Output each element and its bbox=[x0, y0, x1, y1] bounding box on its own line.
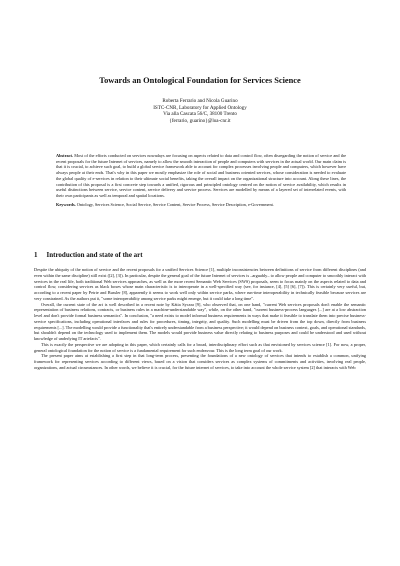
body-paragraph: The present paper aims at establishing a first step in that long-term process, presenting the foundations of a new ontology of services that intends to establish a common, unifying framework for representing services according to different views, based on a vision that considers services as complex systems of commitments and activities, involving real people, organizations, and actual circumstances. In other words, we believe it is crucial, for the future internet of services, to take into account the whole service system [2] that interacts with Web bbox=[34, 353, 366, 370]
section-number: 1 bbox=[34, 251, 38, 259]
section-body bbox=[34, 267, 366, 565]
body-paragraph: This is exactly the perspective we are adopting in this paper, which certainly calls for a broad, interdisciplinary effort such as that envisioned by services science [1]. For now, a proper, general ontological foundation for the notion of service is a fundamental requirement for such endeavour. This is the long term goal of our work. bbox=[34, 341, 366, 353]
email-address: {ferrario, guarino}@loa-cnr.it bbox=[169, 117, 231, 124]
keywords-paragraph bbox=[56, 202, 346, 208]
postal-address: Via alla Cascata 56/C, 38100 Trento bbox=[163, 111, 237, 118]
body-paragraph: Overall, the current state of the art is well described in a recent note by Kätia Sycara [9], who observed that, on one hand, "current Web services proposals don't enable the semantic representation of business relations, contracts, or business rules in a machine-understandable way", while, on the other hand, "current business-process languages [...] are at a low abstraction level and don't provide formal business semantics". In conclusion, "a need exists to model informal business requirements in ways that make it feasible to translate them into precise business-service specifications, including operational interfaces and rules for procedures, timing, integrity, and quality. Such modelling must be driven from the top down, directly from business requirements [...]. The modelling would provide a functionality that's entirely understandable from a business perspective; it would depend on business context, goals, and operational standards, but shouldn't depend on the technology used to implement them. The models would provide business value directly relating to business purposes and could be understood and used without knowledge of underlying IT artefacts". bbox=[34, 301, 366, 341]
affiliation: ISTC-CNR, Laboratory for Applied Ontology bbox=[153, 104, 247, 111]
abstract-block bbox=[56, 153, 346, 210]
section-heading bbox=[34, 251, 143, 259]
author-names: Roberta Ferrario and Nicola Guarino bbox=[162, 98, 238, 104]
abstract-text: Most of the efforts conducted on services nowadays are focusing on aspects related to data and control flow, often disregarding the notion of service and the recent proposals for the future Internet of services, namely to allow the smooth interaction of people and computers with services in the actual world. Our main claim is that it is crucial, to achieve such goal, to build a global service framework able to account for complex processes involving people and computers, which however have always people at their ends. That's why in this paper we mostly emphasize the role of social and business oriented services, whose consideration is needed to evaluate the global quality of e-services in relation to their ultimate social benefits, taking the overall impact on the organizational structure into account. Along these lines, the contribution of this proposal is a first concrete step towards a unified, rigorous and principled ontology centred on the notion of service availability, which results in useful distinctions between service, service content, service delivery and service process. Services are modelled by means of a layered set of interrelated events, with their own participants as well as temporal and spatial locations. bbox=[56, 153, 346, 198]
paper-title: Towards an Ontological Foundation for Services Science bbox=[99, 76, 301, 85]
keywords-label: Keywords. bbox=[56, 201, 76, 207]
body-paragraph: Despite the ubiquity of the notion of service and the recent proposals for a unified Services Science [1], multiple inconsistencies between definitions of service from different disciplines (and even within the same discipline) still exist ([2], [3]). In particular, despite the general goal of the future Internet of services is –arguably– to allow people and computer to smoothly interact with services in the real life, both traditional Web services approaches, as well as the more recent Semantic Web Services (SWS) proposals, seem to focus mainly on the aspects related to data and control flow, considering services as black boxes whose main characteristic is to interoperate in a well-specified way (see, for instance, [4], [5] [6], [7]). This is certainly very useful, but, according to a recent paper by Petrie and Bussler [8], apparently it seems to work well only within service parks, where run-time interoperability in technically feasible because services are very constrained. As the authors put it, "some interoperability among service parks might emerge, but it could take a long time". bbox=[34, 267, 366, 301]
section-title: Introduction and state of the art bbox=[46, 251, 143, 259]
abstract-paragraph bbox=[56, 153, 346, 199]
author-block bbox=[20, 98, 380, 124]
keywords-text: Ontology, Services Science, Social Service, Service Content, Service Process, Service Description, e-Government. bbox=[76, 201, 274, 207]
abstract-label: Abstract. bbox=[56, 153, 74, 158]
